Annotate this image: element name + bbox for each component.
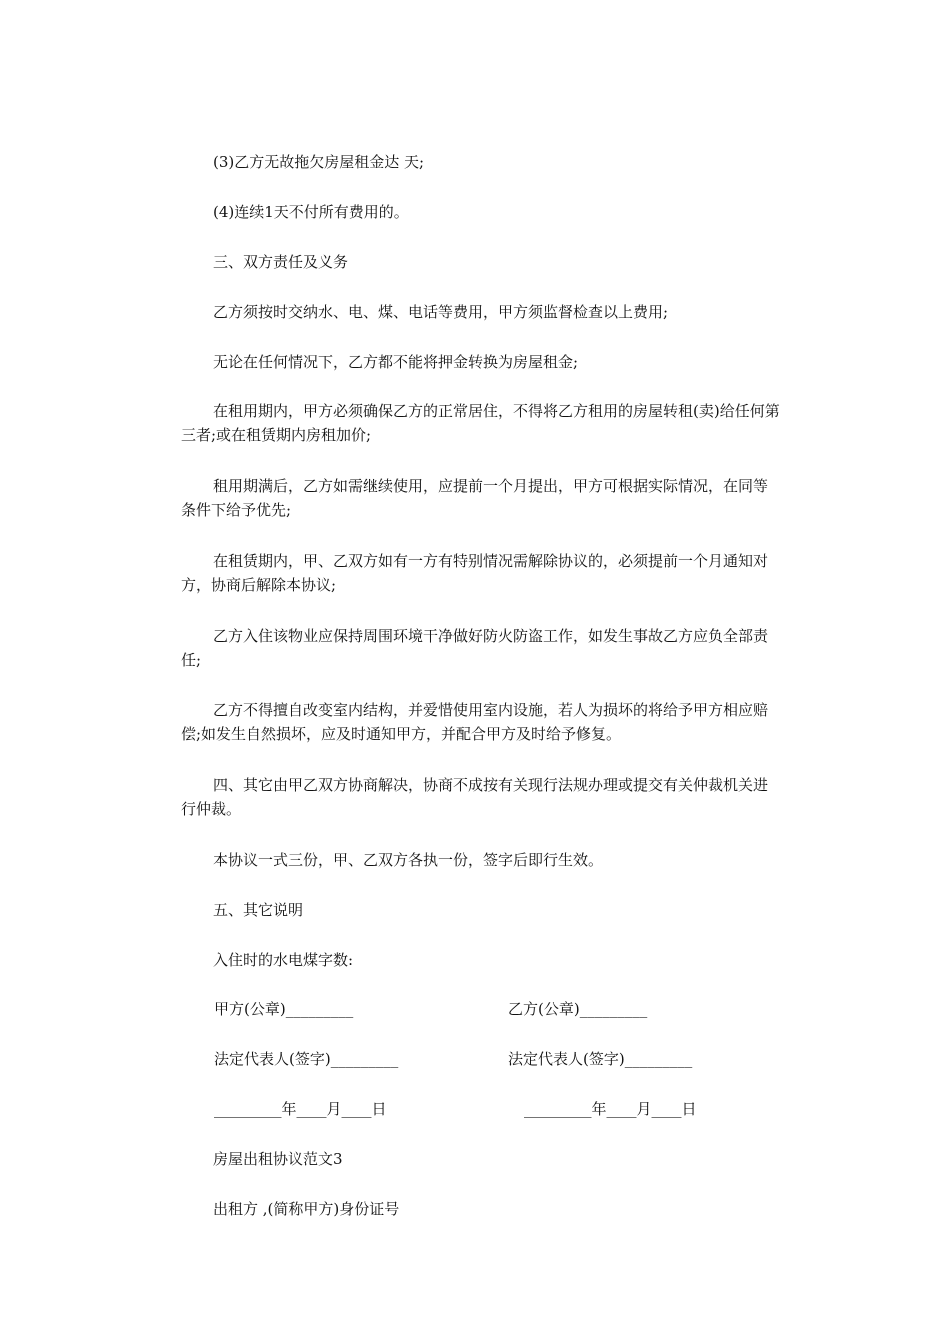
party-b-seal-line: 乙方(公章)_________ xyxy=(508,1000,648,1018)
paragraph-clause-3: (3)乙方无故拖欠房屋租金达 天; xyxy=(213,153,425,171)
party-a-representative-line: 法定代表人(签字)_________ xyxy=(214,1050,399,1068)
party-a-date-line: _________年____月____日 xyxy=(214,1100,387,1118)
paragraph-meter-readings: 入住时的水电煤字数: xyxy=(213,951,354,969)
party-a-seal-line: 甲方(公章)_________ xyxy=(214,1000,354,1018)
section-heading-responsibilities: 三、双方责任及义务 xyxy=(213,253,349,271)
section-heading-notes: 五、其它说明 xyxy=(213,901,304,919)
paragraph-safety: 乙方入住该物业应保持周围环境干净做好防火防盗工作，如发生事故乙方应负全部责任; xyxy=(181,627,769,669)
lessor-identity-line: 出租方 ,(简称甲方)身份证号 xyxy=(213,1200,400,1218)
paragraph-clause-4: (4)连续1天不付所有费用的。 xyxy=(213,203,409,221)
paragraph-utilities: 乙方须按时交纳水、电、煤、电话等费用，甲方须监督检查以上费用; xyxy=(213,303,669,321)
paragraph-structure: 乙方不得擅自改变室内结构，并爱惜使用室内设施，若人为损坏的将给予甲方相应赔偿;如发生自然损坏，应及时通知甲方，并配合甲方及时给予修复。 xyxy=(181,701,769,743)
paragraph-copies: 本协议一式三份，甲、乙双方各执一份，签字后即行生效。 xyxy=(213,851,604,869)
section-heading-other: 四、其它由甲乙双方协商解决，协商不成按有关现行法规办理或提交有关仲裁机关进行仲裁。 xyxy=(181,776,769,818)
paragraph-termination: 在租赁期内，甲、乙双方如有一方有特别情况需解除协议的，必须提前一个月通知对方，协商后解除本协议; xyxy=(181,552,769,594)
party-b-date-line: _________年____月____日 xyxy=(524,1100,697,1118)
paragraph-residence: 在租用期内，甲方必须确保乙方的正常居住，不得将乙方租用的房屋转租(卖)给任何第三者;或在租赁期内房租加价; xyxy=(181,402,780,444)
next-document-title: 房屋出租协议范文3 xyxy=(213,1150,343,1168)
party-b-representative-line: 法定代表人(签字)_________ xyxy=(508,1050,693,1068)
paragraph-deposit: 无论在任何情况下，乙方都不能将押金转换为房屋租金; xyxy=(213,353,579,371)
paragraph-renewal: 租用期满后，乙方如需继续使用，应提前一个月提出，甲方可根据实际情况，在同等条件下给予优先; xyxy=(181,477,769,519)
